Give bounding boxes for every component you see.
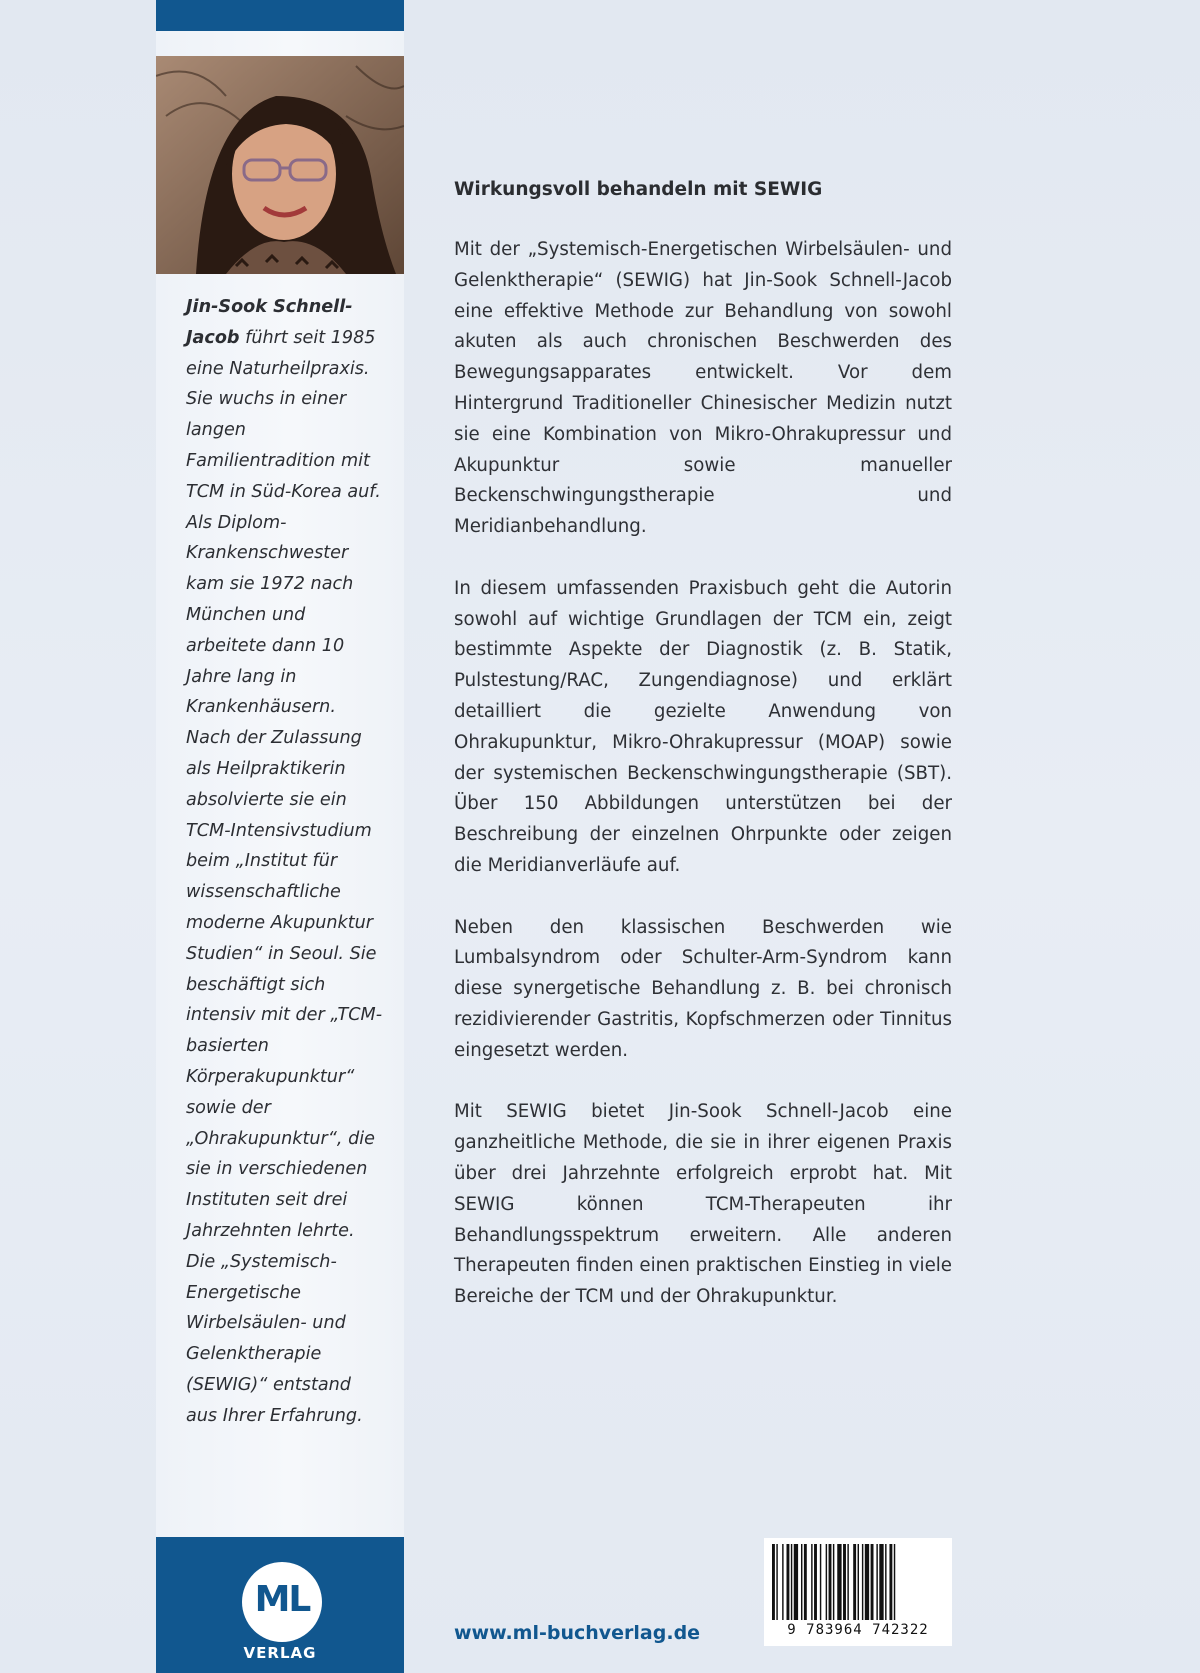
barcode-bar	[782, 1544, 783, 1620]
barcode-bar	[889, 1544, 892, 1620]
blurb-paragraph-2: In diesem umfassenden Praxisbuch geht die Autorin sowohl auf wichtige Grundlagen der TCM ein, zeigt bestimmte Aspekte der Diagnostik (z. B. Statik, Pulstestung/RAC, Zungendiagnose) und erklärt detailliert die gezielte Anwendung von Ohrakupunktur, Mikro-Ohrakupressur (MOAP) sowie der systemischen Beckenschwingungstherapie (SBT). Über 150 Abbildungen unterstützen bei der Beschreibung der einzelnen Ohrpunkte oder zeigen die Meridianverläufe auf.	[454, 577, 952, 876]
barcode-bar	[826, 1544, 827, 1620]
blurb-paragraph-3: Neben den klassischen Beschwerden wie Lumbalsyndrom oder Schulter-Arm-Syndrom kann diese synergetische Behandlung z. B. bei chronisch rezidivierender Gastritis, Kopfschmerzen oder Tinnitus eingesetzt werden.	[454, 916, 952, 1061]
blurb-heading: Wirkungsvoll behandeln mit SEWIG	[454, 179, 823, 200]
author-name: Jin-Sook Schnell-Jacob	[186, 297, 353, 348]
barcode-bar	[894, 1544, 895, 1620]
author-biography	[186, 292, 386, 1431]
barcode-bar	[801, 1544, 802, 1620]
publisher-logo	[242, 1562, 322, 1642]
logo-subtext: VERLAG	[243, 1644, 317, 1662]
barcode-bar	[865, 1544, 869, 1620]
main-text-column	[454, 176, 952, 1344]
blurb-paragraph-1: Mit der „Systemisch-Energetischen Wirbelsäulen- und Gelenktherapie“ (SEWIG) hat Jin-Sook Schnell-Jacob eine effektive Methode zur Behandlung von sowohl akuten als auch chronischen Beschwerden des Bewegungsapparates entwickelt. Vor dem Hintergrund Traditioneller Chinesischer Medizin nutzt sie eine Kombination von Mikro-Ohrakupressur und Akupunktur sowie manueller Beckenschwingungstherapie und Meridianbehandlung.	[454, 239, 952, 538]
barcode-number: 9 783964 742322	[787, 1622, 929, 1638]
barcode-bar	[776, 1544, 777, 1620]
barcode-bar	[885, 1544, 886, 1620]
barcode-bar	[791, 1544, 792, 1620]
barcode-bar	[811, 1544, 812, 1620]
top-color-bar	[156, 0, 404, 31]
barcode-bar	[772, 1544, 775, 1620]
publisher-website: www.ml-buchverlag.de	[454, 1622, 701, 1644]
barcode-bar	[858, 1544, 859, 1620]
logo-text: ML	[254, 1579, 310, 1620]
barcode-bar	[794, 1544, 798, 1620]
barcode-bar	[787, 1544, 790, 1620]
author-portrait	[156, 56, 404, 274]
barcode-bar	[814, 1544, 817, 1620]
isbn-barcode	[764, 1538, 952, 1646]
barcode-bar	[862, 1544, 863, 1620]
barcode-bar	[804, 1544, 807, 1620]
barcode-bar	[847, 1544, 848, 1620]
barcode-bar	[876, 1544, 877, 1620]
barcode-bar	[820, 1544, 821, 1620]
author-bio-text: führt seit 1985 eine Naturheilpraxis. Sie wuchs in einer langen Familientradition mit TCM in Süd-Korea auf. Als Diplom-Krankenschwester kam sie 1972 nach München und arbeitete dann 10 Jahre lang in Krankenhäusern. Nach der Zulassung als Heilpraktikerin absolvierte sie ein TCM-Intensivstudium beim „Institut für wissenschaftliche moderne Akupunktur Studien“ in Seoul. Sie beschäftigt sich intensiv mit der „TCM-basierten Körperakupunktur“ sowie der „Ohrakupunktur“, die sie in verschiedenen Instituten seit drei Jahrzehnten lehrte. Die „Systemisch-Energetische Wirbelsäulen- und Gelenktherapie (SEWIG)“ entstand aus Ihrer Erfahrung.	[186, 327, 383, 1426]
barcode-bar	[829, 1544, 832, 1620]
barcode-bar	[853, 1544, 856, 1620]
barcode-bar	[833, 1544, 834, 1620]
blurb-paragraph-4: Mit SEWIG bietet Jin-Sook Schnell-Jacob eine ganzheitliche Methode, die sie in ihrer eigenen Praxis über drei Jahrzehnte erfolgreich erprobt hat. Mit SEWIG können TCM-Therapeuten ihr Behandlungsspektrum erweitern. Alle anderen Therapeuten finden einen praktischen Einstieg in viele Bereiche der TCM und der Ohrakupunktur.	[454, 1101, 952, 1308]
barcode-bar	[879, 1544, 883, 1620]
barcode-bar	[843, 1544, 846, 1620]
barcode-bar	[871, 1544, 874, 1620]
barcode-bar	[837, 1544, 841, 1620]
